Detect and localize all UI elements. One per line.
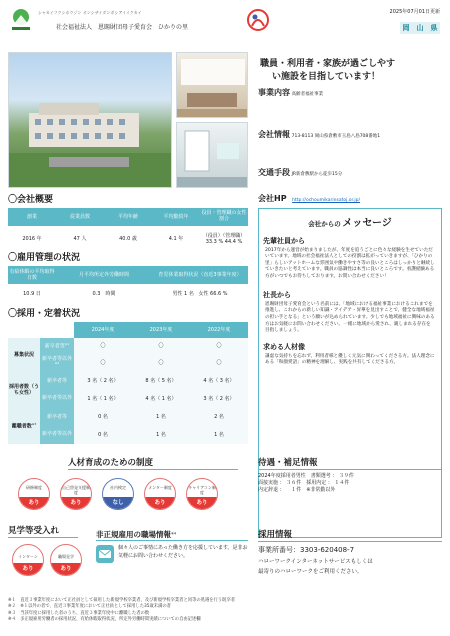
recruit-year-2023: 2023年度 <box>132 322 190 338</box>
training-label: 社内検定 <box>110 485 126 490</box>
transport-label: 交通手段 <box>258 168 290 177</box>
overview-tenure <box>152 226 200 252</box>
benefits-row3: 内定辞退 ： １件 <box>258 486 302 493</box>
recruit-cell: 1 名（ 1 名） <box>74 390 132 408</box>
message-title <box>259 217 441 231</box>
recruit-cell: 〇 <box>132 354 190 372</box>
employment-h-leave: 有給休暇の平均取得日数 <box>8 266 56 284</box>
visit-value: あり <box>13 563 43 575</box>
overview-employees <box>56 226 104 252</box>
group-note: ※3 <box>31 421 37 426</box>
wanted-text: 謙虚な気持ちを忘れず、利用者様と優しく元気に関わってくださる方。法人理念にある「和顔愛語」の精神を理解し、実践を共有してくださる方。 <box>265 353 435 366</box>
recruit-cell: 〇 <box>74 354 132 372</box>
recruit-cell: 1 名 <box>190 426 248 444</box>
recruit-row-label <box>40 338 74 354</box>
leave-unit: 日 <box>35 290 41 297</box>
employment-title: 〇雇用管理の状況 <box>8 253 81 263</box>
irregular-section <box>96 530 248 563</box>
recruit-corner <box>8 322 40 338</box>
employees-value: 47 <box>73 235 80 242</box>
row-label-text: 新卒者等 <box>44 343 65 350</box>
training-value: あり <box>187 497 217 509</box>
footnote: ※４ 多正規雇用労働者の採用状況、有給休暇取得状況、所定外労働時間実績についての自由記述欄 <box>8 617 201 623</box>
employment-leave <box>8 284 56 304</box>
recruit-cell: 3 名（ 2 名） <box>190 390 248 408</box>
irregular-box <box>96 545 248 563</box>
female-label: 女性 <box>198 290 209 297</box>
recruit-cell: 4 名（ 3 名） <box>190 372 248 390</box>
benefits-row1: 2024年度採用者男性 <box>258 473 306 480</box>
recruit-cell: 4 名（ 1 名） <box>132 390 190 408</box>
overview-table <box>8 208 248 252</box>
overtime-value: 0.3 <box>92 290 101 297</box>
recruit-table <box>8 322 248 444</box>
irregular-note: ※4 <box>171 531 177 536</box>
irregular-title-row <box>96 530 248 541</box>
overview-h-female: 役員・管理職の女性割合 <box>200 208 248 226</box>
age-unit: 歳 <box>131 235 137 242</box>
female-officers-label: （役員） <box>202 232 223 239</box>
founded-unit: 年 <box>36 235 42 242</box>
headline <box>260 58 442 84</box>
overview-female <box>200 226 248 252</box>
message-title-prefix: 会社からの <box>308 220 341 228</box>
recruit-row-label: 新卒者等以外 <box>40 390 74 408</box>
training-item <box>144 478 176 510</box>
recruit-cell: 〇 <box>74 338 132 354</box>
senior-text: 2017年から運営が始まりましたが、年度を追うごとに色々な経験を生せていただいています。地域の社会福祉法人としての役割は拡がっていきますが、「ひかりの里」らしいアットホームな雰囲気や働きやすさ等の良いところはしっかりと継続していきたいと考えています。職員の協調性は本当に良いところです。看護経験ある方がいつでもお待ちしております。お問い合わせください！ <box>265 247 435 279</box>
recruit-cell: 3 名（ 2 名） <box>74 372 132 390</box>
company-info <box>258 130 380 141</box>
visit-item <box>12 544 44 576</box>
lobby-photo <box>176 52 248 118</box>
update-date: 2025年07月01日更新 <box>389 9 440 15</box>
recruit-group-name <box>8 408 40 444</box>
recruit-group-name: 募集状況 <box>8 338 40 372</box>
irregular-title: 非正規雇用の職場情報 <box>96 530 171 539</box>
recruit-cell: 〇 <box>132 338 190 354</box>
employment-overtime <box>56 284 152 304</box>
recruit-title: 〇採用・定着状況 <box>8 309 81 319</box>
company-label: 会社情報 <box>258 130 290 139</box>
benefits-row1b: 書類選考 ： ３９件 <box>310 473 354 480</box>
org-name <box>56 24 188 32</box>
recruit-cell: 〇 <box>190 338 248 354</box>
employees-unit: 人 <box>81 235 87 242</box>
recruit-year-2024: 2024年度 <box>74 322 132 338</box>
overview-h-founded: 創業 <box>8 208 56 226</box>
recruit-row-label: 新卒者等 <box>40 372 74 390</box>
training-value: あり <box>19 497 49 509</box>
employment-h-childcare: 育児休業取得状況（直近3事業年度） <box>152 266 248 284</box>
female-managers-pct: 44.4 % <box>224 239 243 245</box>
female-managers-label: （管理職） <box>222 232 246 239</box>
employment-childcare <box>152 284 248 304</box>
footnotes <box>8 598 442 624</box>
prefecture-badge: 岡 山 県 <box>400 22 440 34</box>
recruit-year-2022: 2022年度 <box>190 322 248 338</box>
recruit-corner2 <box>40 322 74 338</box>
business-info <box>258 88 323 99</box>
mark-icon <box>246 8 270 32</box>
org-name-text: 社会福祉法人 恩賜財団母子愛育会 <box>56 24 153 31</box>
org-romaji: シャカイフクシホウジン オンシザイダンボシアイイクカイ <box>38 10 142 15</box>
visit-title: 見学等受入れ <box>8 526 78 538</box>
footnote: ※３ 当該年度に採用した者のうち、直近３事業年度中に離職した者の数 <box>8 610 150 616</box>
female-unit: % <box>222 290 228 297</box>
benefits-title: 待遇・補足情報 <box>258 458 442 470</box>
footnote: ※２ ※１以外の者で、直近３事業年度において正社員として採用した35歳未満の者 <box>8 604 171 610</box>
wanted-title: 求める人材像 <box>263 342 305 351</box>
male-value: 1 <box>184 290 188 297</box>
hiring-section <box>258 530 442 577</box>
irregular-text: 個々人のご事情にあった働き方を応援しています。是非お気軽にお問い合わせください。 <box>118 545 248 559</box>
visit-value: あり <box>51 563 81 575</box>
training-item <box>18 478 50 510</box>
founded-value: 2016 <box>22 235 36 242</box>
overview-h-employees: 従業員数 <box>56 208 104 226</box>
recruit-cell: 2 名 <box>190 408 248 426</box>
hp-link[interactable]: http://ochoumikarinsatoj.or.jp/ <box>292 198 361 203</box>
president-text: 恩賜財団母子愛育会という名前には、「地域における福祉事業におけるこれまでを推進し、これからの新しい知識・アイデア・昇華を見出すことで、健全な地域福祉の担い手となる」という願いが込められています。少しでも地域福祉に興味のある方はお気軽にお問い合わせください。一緒に地域から愛され、親しまれる存在を目指しましょう。 <box>265 301 435 334</box>
benefits-row <box>258 487 442 494</box>
row-label-text: 新卒者等以外 <box>41 355 72 362</box>
headline-line2: い施設を目指しています！ <box>272 72 381 83</box>
recruit-cell: 1 名 <box>132 426 190 444</box>
recruit-row-label <box>40 354 74 372</box>
headline-line1: 職員・利用者・家族が過ごしやす <box>260 59 396 69</box>
hiring-line3: 最寄りのハローワークをご利用ください。 <box>258 569 363 576</box>
business-value: 高齢者福祉事業 <box>291 92 324 97</box>
overtime-unit: 時間 <box>105 290 116 297</box>
benefits-row2b: 採用内定 ： １４件 <box>306 480 350 487</box>
training-label: キャリアコン制度 <box>188 485 216 495</box>
training-item <box>186 478 218 510</box>
overview-founded <box>8 226 56 252</box>
overview-h-age: 平均年齢 <box>104 208 152 226</box>
training-item <box>102 478 134 510</box>
recruit-cell: 8 名（ 5 名） <box>132 372 190 390</box>
age-value: 40.0 <box>119 235 131 242</box>
benefits-row3b: ※非常勤以外 <box>306 486 336 493</box>
recruit-cell: 0 名 <box>74 408 132 426</box>
male-unit: 名 <box>188 290 194 297</box>
facility-name: ひかりの里 <box>157 24 188 31</box>
hiring-office <box>258 546 442 555</box>
row-note: ※2 <box>54 361 60 366</box>
office-value: 3303-620408-7 <box>300 546 355 555</box>
company-value: 713-8113 岡山県倉敷市玉島八島708番地1 <box>291 134 381 139</box>
visit-item <box>50 544 82 576</box>
overview-age <box>104 226 152 252</box>
office-label: 事業所番号： <box>258 546 300 555</box>
hiring-line2: ハローワークインターネットサービスもしくは <box>258 558 373 565</box>
hiring-title: 採用情報 <box>258 530 442 542</box>
female-value: 66.6 <box>210 290 222 297</box>
row-note: ※1 <box>64 341 70 346</box>
training-label: 研修制度 <box>26 485 42 490</box>
training-value: あり <box>61 497 91 509</box>
recruit-row-label: 新卒者等 <box>40 408 74 426</box>
visit-label: 職場見学 <box>58 554 74 559</box>
training-value: なし <box>103 497 133 509</box>
training-label: メンター制度 <box>148 485 172 490</box>
leave-value: 10.9 <box>23 290 35 297</box>
company-hp <box>258 194 360 205</box>
recruit-row-label: 新卒者等以外 <box>40 426 74 444</box>
logo <box>8 7 34 31</box>
tenure-unit: 年 <box>178 235 184 242</box>
benefits-section <box>258 458 442 494</box>
senior-title: 先輩社員から <box>263 236 305 245</box>
training-title: 人材育成のための制度 <box>68 458 238 470</box>
transport-info <box>258 168 342 179</box>
recruit-group-name: 採用者数（うち女性） <box>8 372 40 408</box>
message-title-main: メッセージ <box>342 218 392 229</box>
overview-title: 〇会社概要 <box>8 195 54 205</box>
benefits-row2: 面接実施 ： ３６件 <box>258 480 302 487</box>
male-label: 男性 <box>172 290 183 297</box>
employment-table <box>8 266 248 304</box>
training-section <box>8 458 248 520</box>
recruit-cell: 〇 <box>190 354 248 372</box>
visit-section <box>8 526 88 590</box>
transport-value: JR新倉敷駅から徒歩15分 <box>291 172 343 177</box>
employment-h-overtime: 月平均所定外労働時間 <box>56 266 152 284</box>
president-title: 社長から <box>263 290 291 299</box>
mail-icon <box>96 545 114 563</box>
overview-h-tenure: 平均勤続年 <box>152 208 200 226</box>
visit-label: インターン <box>18 554 38 559</box>
training-label: 自己啓発支援制度 <box>62 485 90 495</box>
female-officers-pct: 33.3 % <box>205 239 224 245</box>
recruit-cell: 1 名 <box>132 408 190 426</box>
recruit-cell: 0 名 <box>74 426 132 444</box>
benefits-row <box>258 480 442 487</box>
business-label: 事業内容 <box>258 88 290 97</box>
footnote: ※１ 直近３事業年度において正社員として採用した新規学校卒業者、及び新規学校卒業者と同等の処遇を行う既卒者 <box>8 598 236 603</box>
bathroom-photo <box>176 122 248 188</box>
group-name-text: 離職者数 <box>11 423 32 430</box>
training-value: あり <box>145 497 175 509</box>
hp-label: 会社HP <box>258 194 287 203</box>
building-photo <box>8 52 172 188</box>
tenure-value: 4.1 <box>168 235 177 242</box>
training-item <box>60 478 92 510</box>
